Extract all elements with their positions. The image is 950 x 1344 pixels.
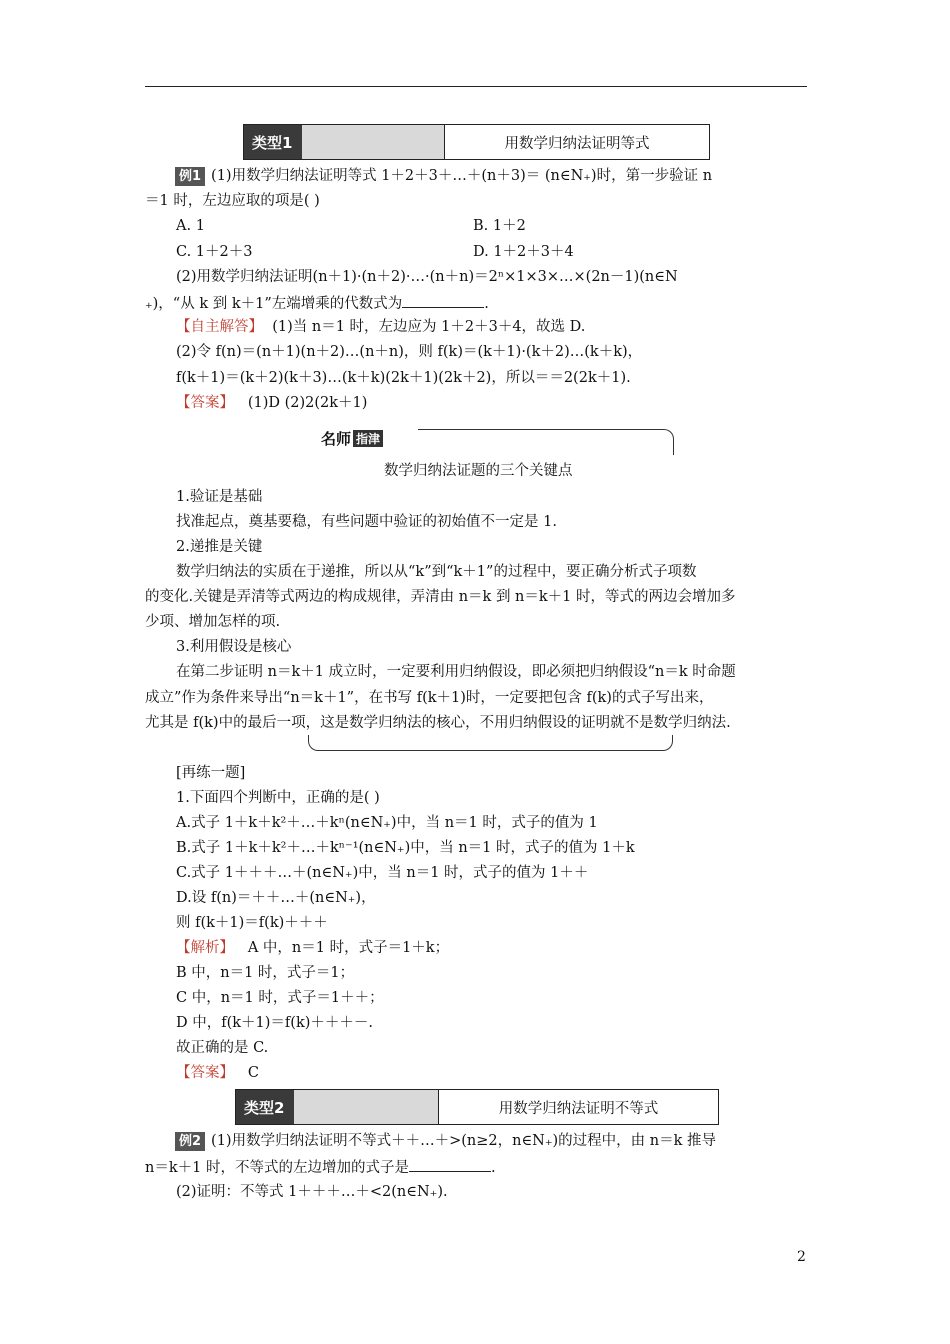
mingshi-p2-l1: 数学归纳法的实质在于递推，所以从“k”到“k＋1”的过程中，要正确分析式子项数 — [176, 564, 697, 580]
practice-s4: D 中，f(k＋1)＝f(k)＋＋＋－. — [176, 1015, 374, 1031]
jiexi-text: A 中，n＝1 时，式子＝1＋k； — [247, 940, 450, 956]
practice-optB: B.式子 1＋k＋k²＋…＋kⁿ⁻¹(n∈N₊)中，当 n＝1 时，式子的值为 1＋k — [176, 840, 635, 856]
mingshi-p1-title: 1.验证是基础 — [176, 489, 263, 505]
mingshi-badge-2: 指津 — [353, 430, 383, 447]
type1-title: 用数学归纳法证明等式 — [444, 125, 709, 159]
mingshi-p2-title: 2.递推是关键 — [176, 539, 263, 555]
ex2-line2 — [145, 1157, 496, 1178]
practice-s3: C 中，n＝1 时，式子＝1＋＋； — [176, 990, 384, 1006]
ex1-ans-text: (1)D (2)2(2k＋1) — [247, 395, 368, 411]
ex1-sol-l3: f(k＋1)＝(k＋2)(k＋3)…(k＋k)(2k＋1)(2k＋2)，所以＝＝2(2k＋1). — [176, 370, 631, 386]
ex2-line3: (2)证明：不等式 1＋＋＋…＋<2(n∈N₊). — [176, 1184, 448, 1200]
ex1-ans-tag: 【答案】 — [176, 395, 234, 411]
ex1-q2-l2 — [145, 293, 489, 314]
ex2-l1: (1)用数学归纳法证明不等式＋＋…＋>(n≥2，n∈N₊)的过程中，由 n＝k 推导 — [211, 1133, 717, 1149]
ex2-tag: 例2 — [175, 1132, 205, 1151]
ex1-blank — [402, 293, 484, 308]
mingshi-p3-l1: 在第二步证明 n＝k＋1 成立时，一定要利用归纳假设，即必须把归纳假设“n＝k 时命题 — [176, 664, 736, 680]
ex1-zizhu — [176, 317, 585, 337]
practice-title: [再练一题] — [176, 765, 246, 781]
ex1-optB: B. 1＋2 — [473, 218, 526, 234]
mingshi-p3-title: 3.利用假设是核心 — [176, 639, 292, 655]
practice-optC: C.式子 1＋＋＋…＋(n∈N₊)中，当 n＝1 时，式子的值为 1＋＋ — [176, 865, 589, 881]
ex1-q2-l2-text: ₊)，“从 k 到 k＋1”左端增乘的代数式为 — [145, 296, 403, 312]
type2-title: 用数学归纳法证明不等式 — [438, 1090, 718, 1124]
practice-answer — [176, 1063, 259, 1083]
mingshi-curve — [418, 429, 674, 455]
mingshi-p3-l2: 成立”作为条件来导出“n＝k＋1”，在书写 f(k＋1)时，一定要把包含 f(k)的式子写出来， — [145, 690, 714, 706]
type1-label — [244, 125, 444, 159]
ex2-line1 — [175, 1131, 716, 1151]
ex1-q1-l1: (1)用数学归纳法证明等式 1＋2＋3＋…＋(n＋3)＝ (n∈N₊)时，第一步验证 n — [211, 168, 713, 184]
ex1-answer — [176, 393, 367, 413]
zizhu-text: (1)当 n＝1 时，左边应为 1＋2＋3＋4，故选 D. — [272, 319, 586, 335]
ex1-q2-l2-end: . — [484, 296, 489, 312]
ex1-tag: 例1 — [175, 167, 205, 186]
jiexi-tag: 【解析】 — [176, 940, 234, 956]
page-number: 2 — [797, 1249, 806, 1265]
ex1-optA: A. 1 — [176, 218, 205, 234]
ex2-blank — [409, 1157, 491, 1172]
practice-s5: 故正确的是 C. — [176, 1040, 269, 1056]
practice-q1: 1.下面四个判断中，正确的是( ) — [176, 790, 380, 806]
type2-box — [235, 1089, 719, 1125]
mingshi-frame-bottom — [308, 735, 673, 751]
practice-ans-tag: 【答案】 — [176, 1065, 234, 1081]
ex1-q2-l1: (2)用数学归纳法证明(n＋1)·(n＋2)·…·(n＋n)＝2ⁿ×1×3×…×(2n－1)(n∈N — [176, 269, 678, 285]
header-rule — [145, 86, 807, 87]
mingshi-frame-top — [313, 427, 675, 457]
ex1-optC: C. 1＋2＋3 — [176, 244, 253, 260]
practice-optD2: 则 f(k＋1)＝f(k)＋＋＋ — [176, 915, 328, 931]
mingshi-heading: 数学归纳法证题的三个关键点 — [384, 463, 573, 479]
type1-tag: 类型1 — [252, 133, 293, 152]
mingshi-p2-l3: 少项、增加怎样的项. — [145, 614, 281, 630]
ex1-optD: D. 1＋2＋3＋4 — [473, 244, 574, 260]
ex1-sol-l2: (2)令 f(n)＝(n＋1)(n＋2)…(n＋n)，则 f(k)＝(k＋1)·(k＋2)…(k＋k)， — [176, 344, 643, 360]
ex2-l2-text: n＝k＋1 时，不等式的左边增加的式子是 — [145, 1160, 409, 1176]
mingshi-p3-l3: 尤其是 f(k)中的最后一项，这是数学归纳法的核心，不用归纳假设的证明就不是数学归纳法. — [145, 715, 731, 731]
practice-optA: A.式子 1＋k＋k²＋…＋kⁿ(n∈N₊)中，当 n＝1 时，式子的值为 1 — [176, 815, 598, 831]
mingshi-p1-text: 找准起点，奠基要稳，有些问题中验证的初始值不一定是 1. — [176, 514, 557, 530]
mingshi-badge — [313, 427, 391, 449]
ex1-line1 — [175, 166, 712, 186]
mingshi-badge-1: 名师 — [321, 429, 352, 448]
type1-box — [243, 124, 710, 160]
type2-label — [236, 1090, 438, 1124]
type2-tag: 类型2 — [244, 1098, 285, 1117]
zizhu-tag: 【自主解答】 — [176, 319, 263, 335]
practice-optD: D.设 f(n)＝＋＋…＋(n∈N₊)， — [176, 890, 376, 906]
practice-s2: B 中，n＝1 时，式子＝1； — [176, 965, 355, 981]
practice-ans-text: C — [247, 1065, 259, 1081]
ex1-line2: ＝1 时，左边应取的项是( ) — [145, 193, 320, 209]
ex2-l2-end: . — [490, 1160, 496, 1176]
practice-jiexi — [176, 938, 449, 958]
mingshi-p2-l2: 的变化.关键是弄清等式两边的构成规律，弄清由 n＝k 到 n＝k＋1 时，等式的两边会增加多 — [145, 589, 736, 605]
